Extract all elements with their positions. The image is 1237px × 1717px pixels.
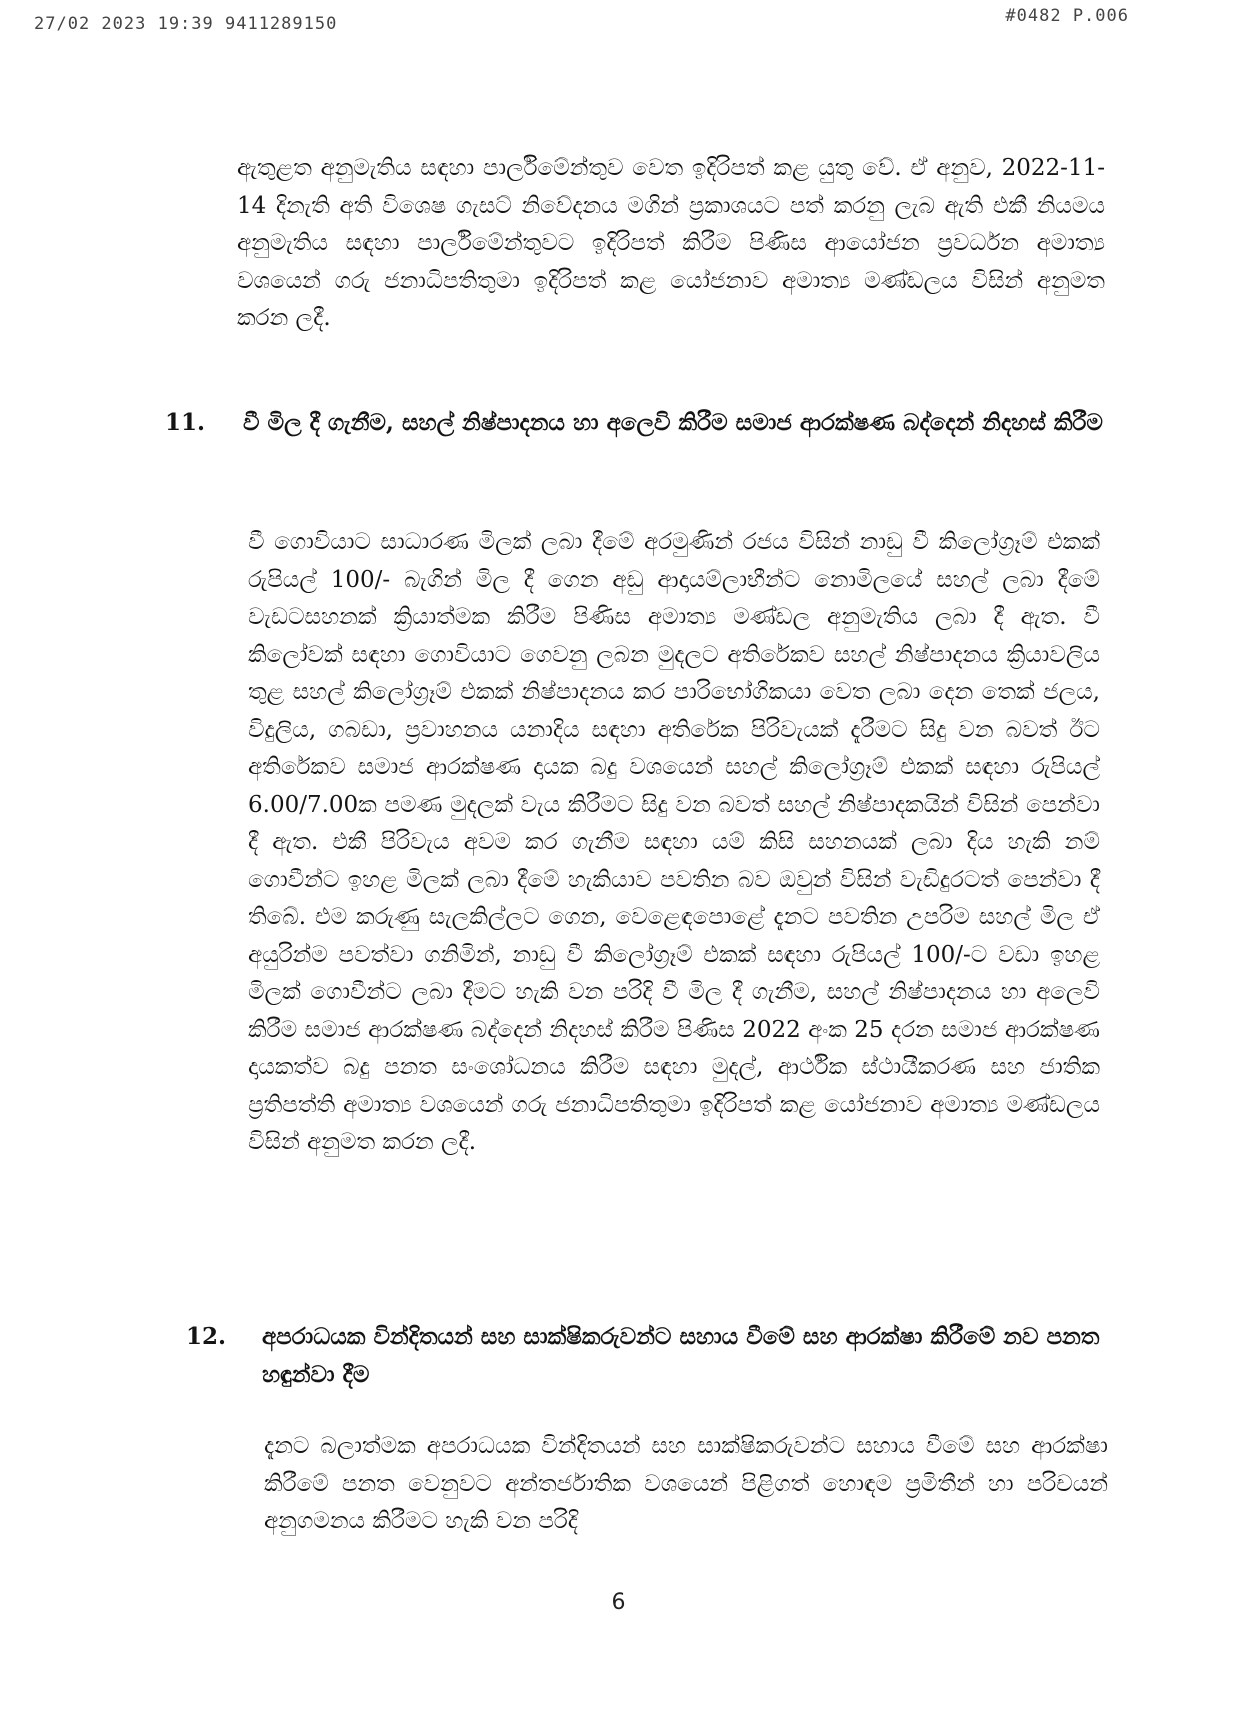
section-body-11: වී ගොවියාට සාධාරණ මිලක් ලබා දීමේ අරමුණින් රජය විසින් නාඩු වී කිලෝග්‍රෑම් එකක් රුපියල් 100/- බැගින් මිල දී ගෙන අඩු ආදායම්ලාභීන්ට නොමිලයේ සහල් ලබා දීමේ වැඩටසහනක් ක්‍රියාත්මක කිරීම පිණිස අමාත්‍ය මණ්ඩල අනුමැතිය ලබා දී ඇත. වී කිලෝවක් සඳහා ගොවියාට ගෙවනු ලබන මුදලට අතිරේකව සහල් නිෂ්පාදනය ක්‍රියාවලිය තුළ සහල් කිලෝග්‍රෑම් එකක් නිෂ්පාදනය කර පාරිභෝගිකයා වෙත ලබා දෙන තෙක් ජලය, විදුලිය, ගබඩා, ප්‍රවාහනය යනාදිය සඳහා අතිරේක පිරිවැයක් දැරීමට සිදු වන බවත් ඊට අතිරේකව සමාජ ආරක්ෂණ දායක බදු වශයෙන් සහල් කිලෝග්‍රෑම් එකක් සඳහා රුපියල් 6.00/7.00ක පමණ මුදලක් වැය කිරීමට සිදු වන බවත් සහල් නිෂ්පාදකයින් විසින් පෙන්වා දී ඇත. එකී පිරිවැය අවම කර ගැනීම සඳහා යම් කිසි සහනයක් ලබා දිය හැකි නම් ගොවීන්ට ඉහළ මිලක් ලබා දීමේ හැකියාව පවතින බව ඔවුන් විසින් වැඩිදුරටත් පෙන්වා දී තිබේ. එම කරුණු සැලකිල්ලට ගෙන, වෙළෙඳපොළේ දැනට පවතින උපරිම සහල් මිල ඒ අයුරින්ම පවත්වා ගනිමින්, නාඩු වී කිලෝග්‍රෑම් එකක් සඳහා රුපියල් 100/-ට වඩා ඉහළ මිලක් ගොවීන්ට ලබා දීමට හැකි වන පරිදි වී මිල දී ගැනීම, සහල් නිෂ්පාදනය හා අලෙවි කිරීම සමාජ ආරක්ෂණ බද්දෙන් නිදහස් කිරීම පිණිස 2022 අංක 25 දරන සමාජ ආරක්ෂණ දායකත්ව බදු පනත සංශෝධනය කිරීම සඳහා මුදල්, ආර්ථික ස්ථායීකරණ සහ ජාතික ප්‍රතිපත්ති අමාත්‍ය වශයෙන් ගරු ජනාධිපතිතුමා ඉදිරිපත් කළ යෝජනාව අමාත්‍ය මණ්ඩලය විසින් අනුමත කරන ලදී. (248, 529, 1100, 1155)
fax-header-page-ref: #0482 P.006 (1005, 6, 1129, 26)
intro-paragraph: ඇතුළත අනුමැතිය සඳහා පාර්ලිමේන්තුව වෙත ඉදිරිපත් කළ යුතු වේ. ඒ අනුව, 2022-11-14 දිනැති අති විශෙෂ ගැසට් නිවේදනය මගින් ප්‍රකාශයට පත් කරනු ලැබ ඇති එකී නියමය අනුමැතිය සඳහා පාර්ලිමේන්තුවට ඉදිරිපත් කිරීම පිණිස ආයෝජන ප්‍රවර්ධන අමාත්‍ය වශයෙන් ගරු ජනාධිපතිතුමා ඉදිරිපත් කළ යෝජනාව අමාත්‍ය මණ්ඩලය විසින් අනුමත කරන ලදී. (237, 155, 1105, 331)
page-number: 6 (611, 1590, 626, 1615)
section-title-12: අපරාධයක වින්දිතයන් සහ සාක්ෂිකරුවන්ට සහාය වීමේ සහ ආරක්ෂා කිරීමේ නව පනත හඳුන්වා දීම (262, 1323, 1100, 1388)
section-body-12: දැනට බලාත්මක අපරාධයක වින්දිතයන් සහ සාක්ෂිකරුවන්ට සහාය වීමේ සහ ආරක්ෂා කිරීමේ පනත වෙනුවට අන්තර්ජාතික වශයෙන් පිළිගත් හොඳම ප්‍රමිතීන් හා පරිචයන් අනුගමනය කිරීමට හැකි වන පරිදි (264, 1433, 1108, 1534)
section-number-12: 12. (186, 1323, 227, 1350)
section-title-11: වී මිල දී ගැනීම, සහල් නිෂ්පාදනය හා අලෙවි කිරීම සමාජ ආරක්ෂණ බද්දෙන් නිදහස් කිරීම (243, 409, 1103, 436)
fax-header-timestamp: 27/02 2023 19:39 9411289150 (34, 14, 338, 34)
section-number-11: 11. (165, 409, 206, 436)
